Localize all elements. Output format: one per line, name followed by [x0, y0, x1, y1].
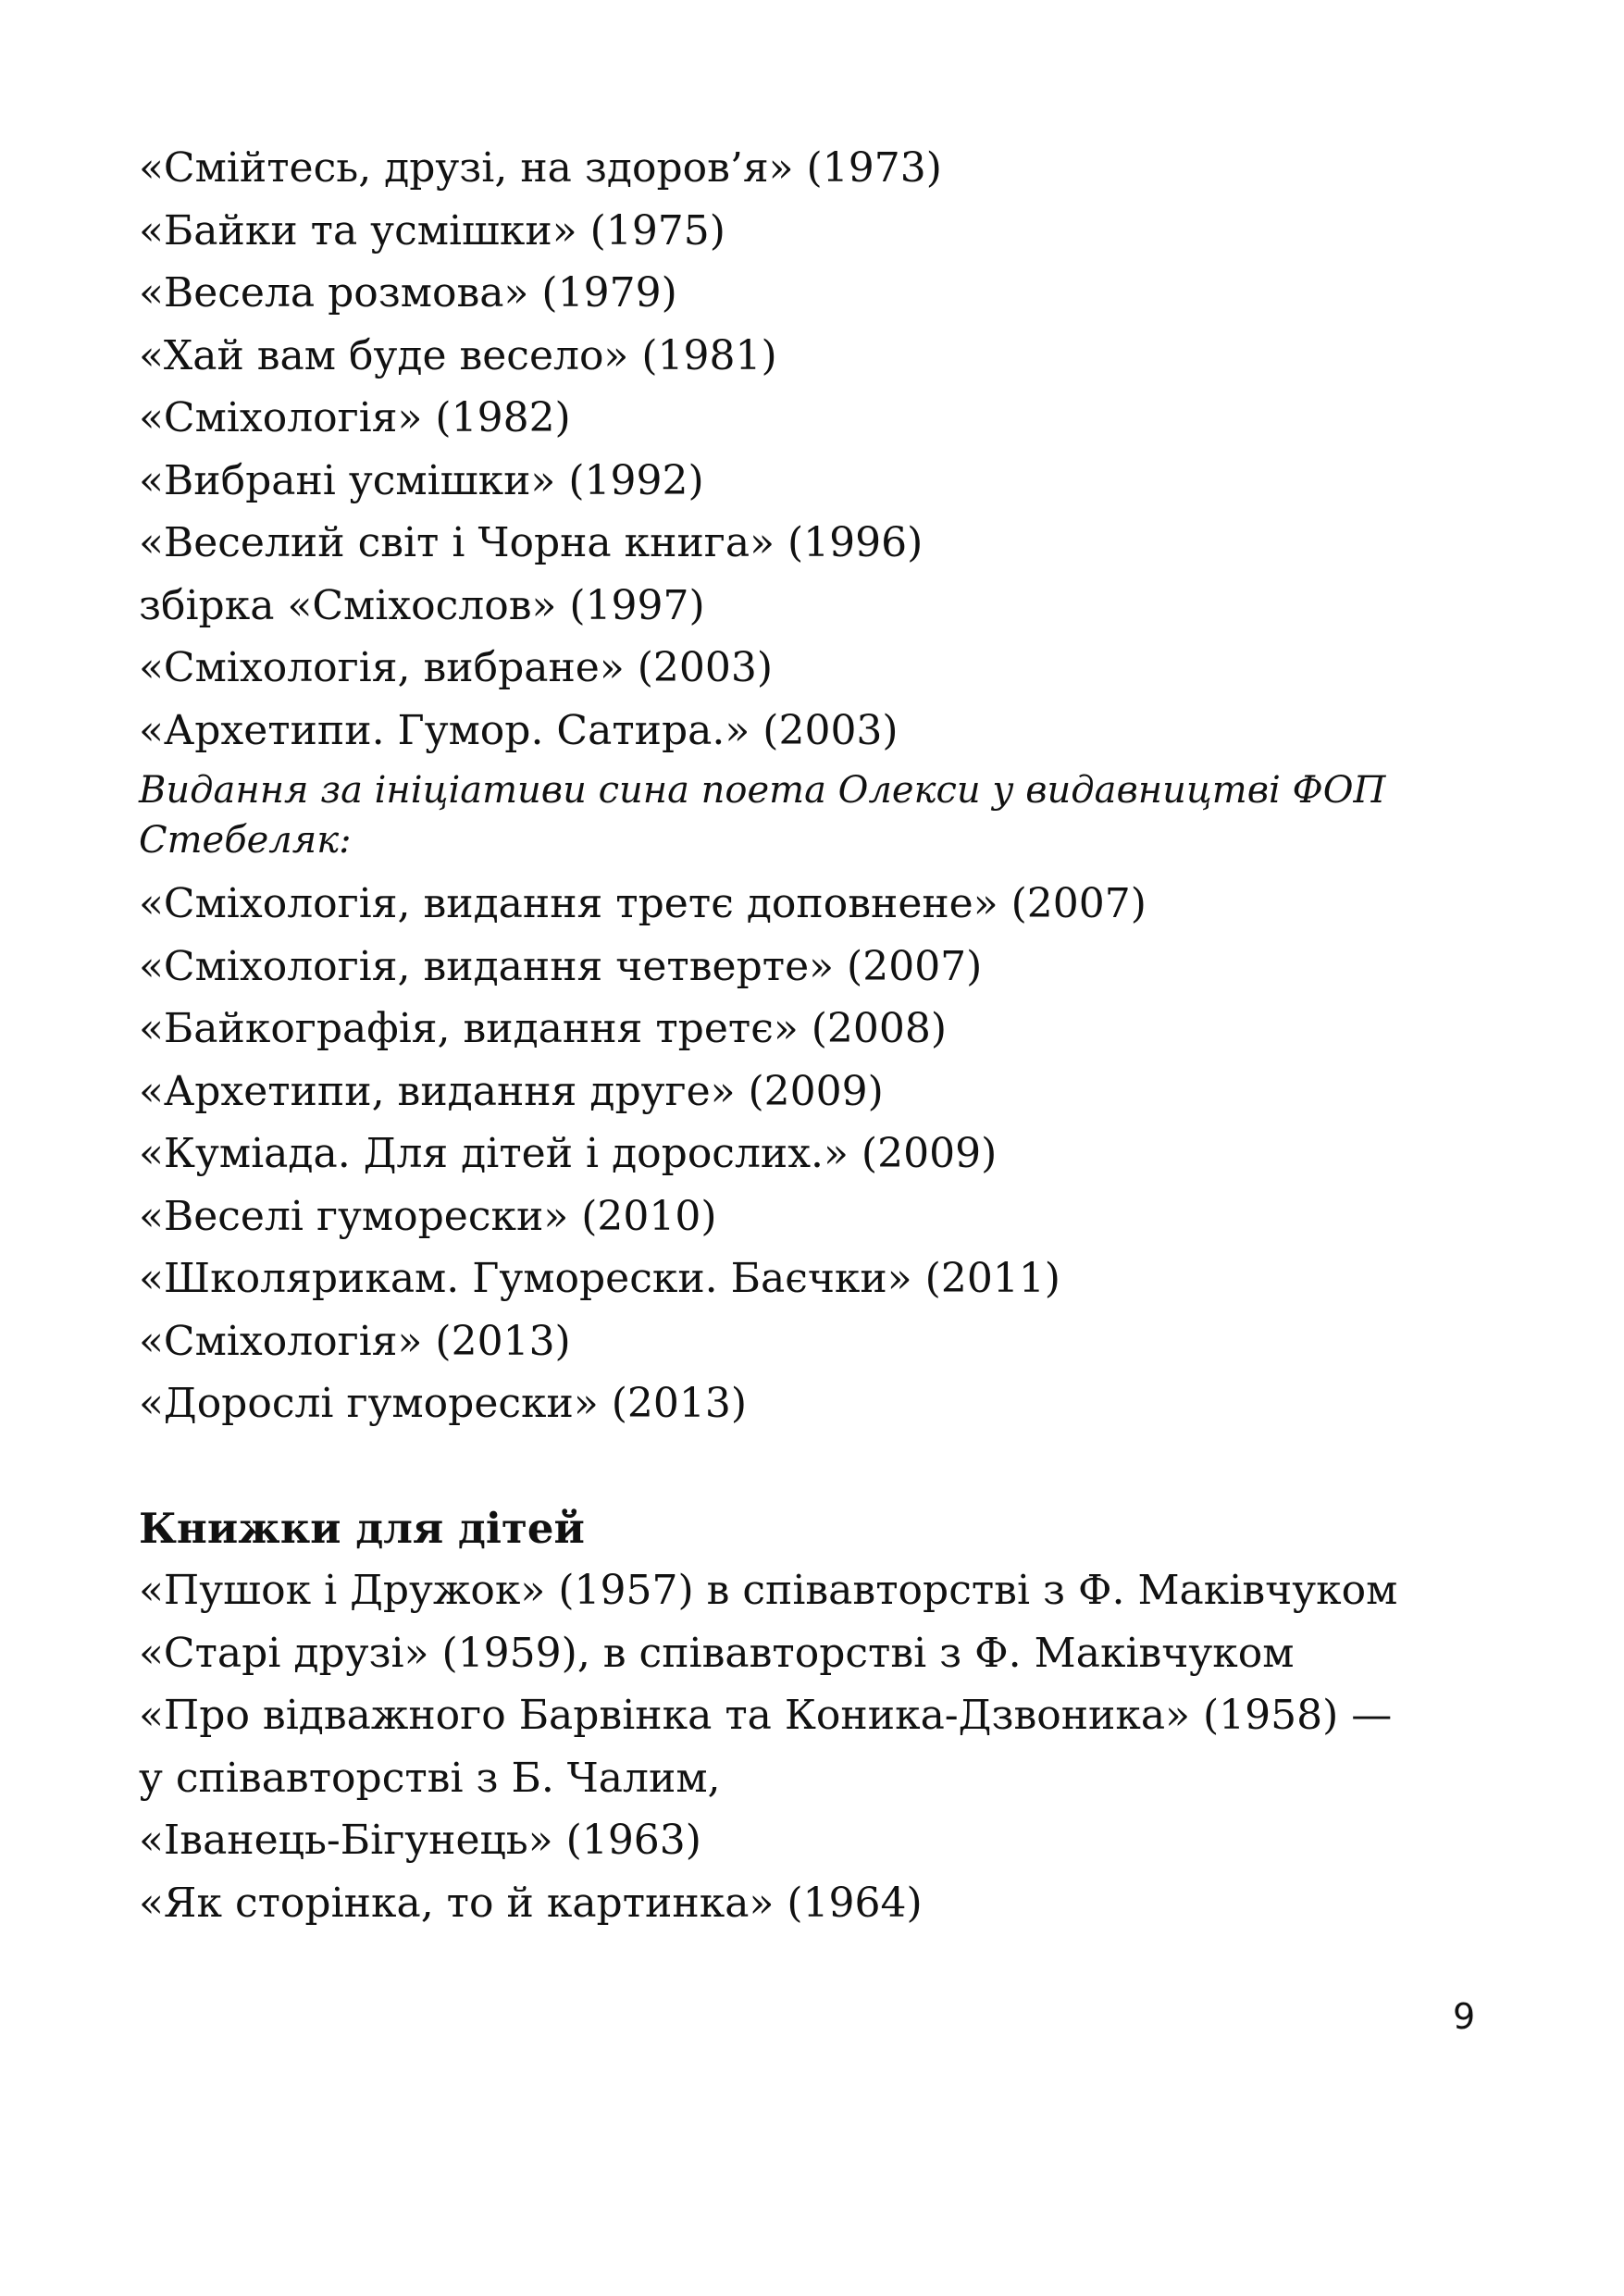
list-item: «Хай вам буде весело» (1981) [139, 331, 777, 379]
list-item: «Веселі гуморески» (2010) [139, 1192, 717, 1240]
list-item: «Архетипи. Гумор. Сатира.» (2003) [139, 706, 899, 754]
list-item: «Байкографія, видання третє» (2008) [139, 1005, 948, 1052]
list-item: «Старі друзі» (1959), в співавторстві з Ф. Маківчуком [139, 1629, 1295, 1677]
list-item: «Весела розмова» (1979) [139, 269, 677, 316]
list-item: у співавторстві з Б. Чалим, [139, 1754, 721, 1802]
works-later-list [139, 873, 1499, 1435]
note-line: Стебеляк: [139, 819, 352, 862]
children-books-section [139, 1497, 1499, 1935]
page-content [139, 137, 1499, 1934]
list-item: «Байки та усмішки» (1975) [139, 206, 725, 254]
list-item: «Веселий світ і Чорна книга» (1996) [139, 519, 924, 566]
list-item: «Архетипи, видання друге» (2009) [139, 1067, 884, 1115]
page-number: 9 [1453, 1996, 1476, 2037]
list-item: «Сміхологія» (2013) [139, 1317, 571, 1365]
list-item: «Сміхологія, видання четверте» (2007) [139, 942, 983, 990]
publisher-note [139, 765, 1499, 865]
list-item: «Вибрані усмішки» (1992) [139, 456, 704, 504]
list-item: «Смійтесь, друзі, на здоров’я» (1973) [139, 144, 942, 192]
list-item: «Дорослі гуморески» (2013) [139, 1380, 748, 1427]
list-item: «Школярикам. Гуморески. Баєчки» (2011) [139, 1255, 1060, 1302]
list-item: «Куміада. Для дітей і дорослих.» (2009) [139, 1130, 998, 1177]
list-item: «Іванець-Бігунець» (1963) [139, 1817, 701, 1864]
list-item: «Як сторінка, то й картинка» (1964) [139, 1879, 923, 1927]
works-list [139, 137, 1499, 762]
list-item: «Сміхологія» (1982) [139, 394, 571, 441]
list-item: «Про відважного Барвінка та Коника-Дзвоника» (1958) — [139, 1692, 1393, 1739]
list-item: «Сміхологія, видання третє доповнене» (2007) [139, 880, 1147, 927]
list-item: «Пушок і Дружок» (1957) в співавторстві з Ф. Маківчуком [139, 1567, 1398, 1614]
section-heading: Книжки для дітей [139, 1503, 585, 1553]
note-line: Видання за ініціативи сина поета Олекси у видавництві ФОП [139, 769, 1386, 812]
list-item: «Сміхологія, вибране» (2003) [139, 644, 774, 691]
list-item: збірка «Сміхослов» (1997) [139, 581, 705, 629]
